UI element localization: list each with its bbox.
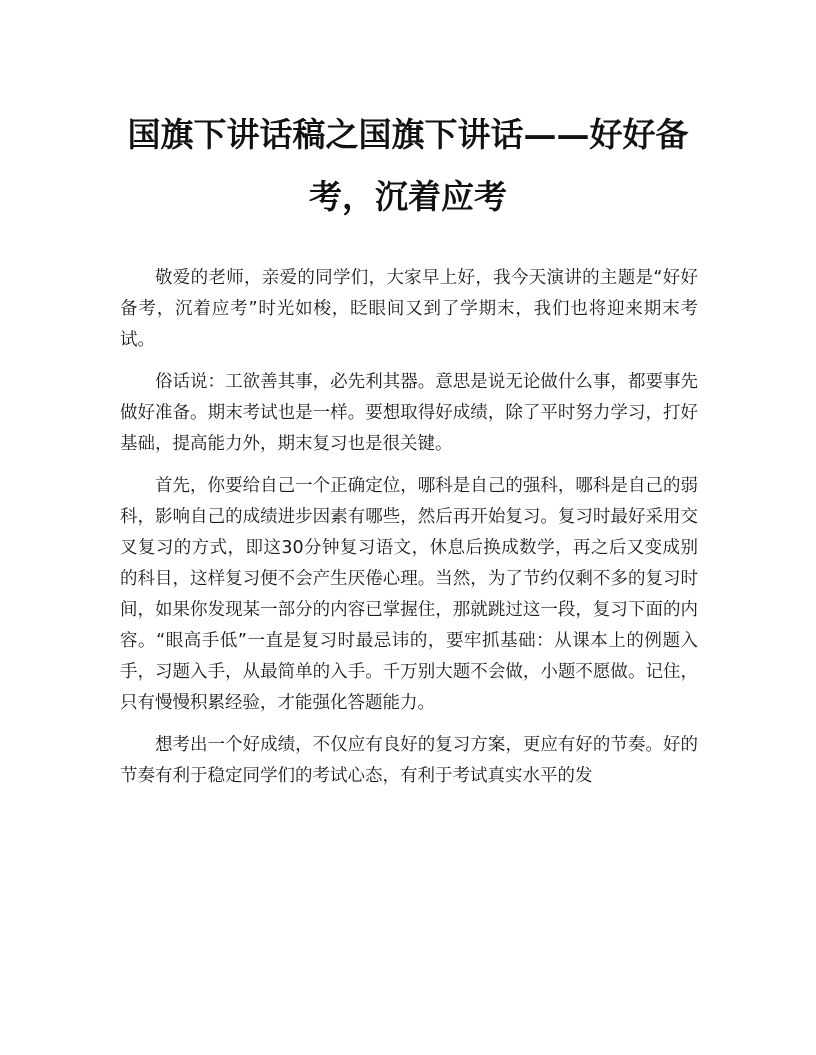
document-title: 国旗下讲话稿之国旗下讲话——好好备考，沉着应考 xyxy=(127,115,689,216)
paragraph-greeting: 敬爱的老师，亲爱的同学们，大家早上好，我今天演讲的主题是“好好备考，沉着应考”时光如梭，眨眼间又到了学期末，我们也将迎来期末考试。 xyxy=(120,268,698,350)
paragraph-proverb: 俗话说：工欲善其事，必先利其器。意思是说无论做什么事，都要事先做好准备。期末考试也是一样。要想取得好成绩，除了平时努力学习，打好基础，提高能力外，期末复习也是很关键。 xyxy=(120,372,698,454)
document-body xyxy=(120,263,698,803)
paragraph-review-method: 首先，你要给自己一个正确定位，哪科是自己的强科，哪科是自己的弱科，影响自己的成绩进步因素有哪些，然后再开始复习。复习时最好采用交叉复习的方式，即这30分钟复习语文，休息后换成数学，再之后又变成别的科目，这样复习便不会产生厌倦心理。当然，为了节约仅剩不多的复习时间，如果你发现某一部分的内容已掌握住，那就跳过这一段，复习下面的内容。“眼高手低”一直是复习时最忌讳的，要牢抓基础：从课本上的例题入手，习题入手，从最简单的入手。千万别大题不会做，小题不愿做。记住，只有慢慢积累经验，才能强化答题能力。 xyxy=(120,476,698,713)
paragraph-rhythm: 想考出一个好成绩，不仅应有良好的复习方案，更应有好的节奏。好的节奏有利于稳定同学们的考试心态，有利于考试真实水平的发 xyxy=(120,735,698,786)
